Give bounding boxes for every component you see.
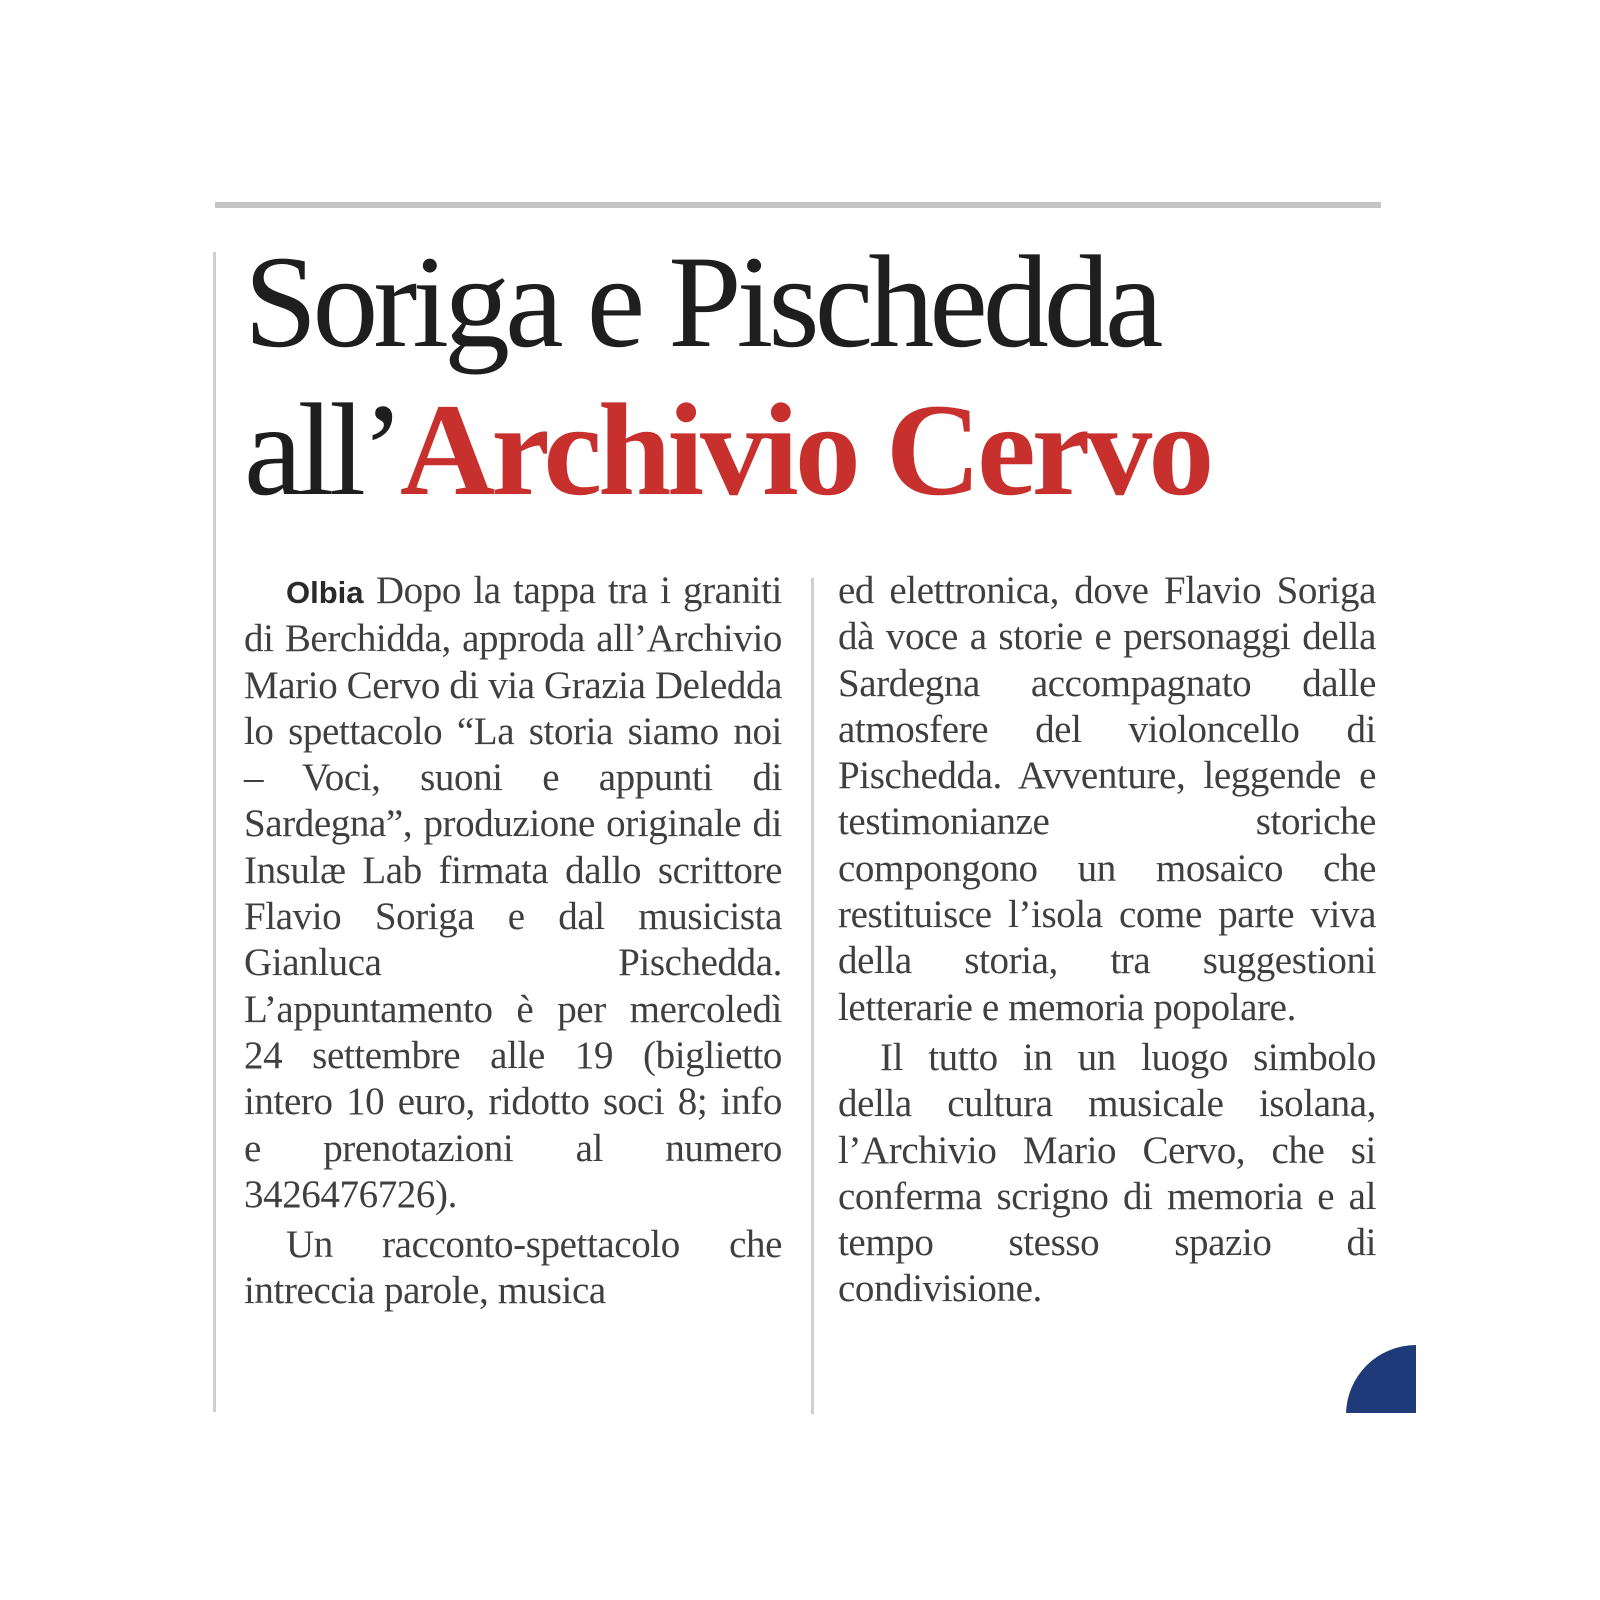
left-rule [213,252,216,1412]
column-divider [811,578,814,1414]
corner-badge [1346,1345,1416,1413]
dateline: Olbia [286,575,364,610]
paragraph-2: Un racconto-spettacolo che intreccia parole, musica [244,1223,782,1313]
paragraph-3: Il tutto in un luogo simbolo della cultura musicale isolana, l’Archivio Mario Cervo, che si conferma scrigno di memoria e al tempo stesso spazio di condivisione. [838,1035,1376,1311]
top-rule [215,202,1381,208]
paragraph-1 [244,568,782,1218]
paragraph-2-continued: ed elettronica, dove Flavio Soriga dà voce a storie e personaggi della Sardegna accompagnato dalle atmosfere del violoncello di Pischedda. Avventure, leggende e testimonianze storiche compongono un mosaico che restituisce l’isola come parte viva della storia, tra suggestioni letterarie e memoria popolare. [838,569,1376,1029]
headline-line-2 [244,376,1364,524]
headline [244,228,1364,524]
article-column-left [244,568,782,1315]
headline-accent: Archivio Cervo [399,376,1211,523]
headline-line-1: Soriga e Pischedda [244,228,1159,375]
article-column-right [838,568,1376,1313]
headline-prefix: all’ [244,376,400,523]
corner-badge-disc [1346,1345,1416,1413]
paragraph-1-text: Dopo la tappa tra i graniti di Berchidda, approda all’Archivio Mario Cervo di via Grazia Deledda lo spettacolo “La storia siamo noi – Voci, suoni e appunti di Sardegna”, produzione originale di Insulæ Lab firmata dallo scrittore Flavio Soriga e dal musicista Gianluca Pischedda. L’appuntamento è per mercoledì 24 settembre alle 19 (biglietto intero 10 euro, ridotto soci 8; info e prenotazioni al numero 3426476726). [244,569,782,1216]
